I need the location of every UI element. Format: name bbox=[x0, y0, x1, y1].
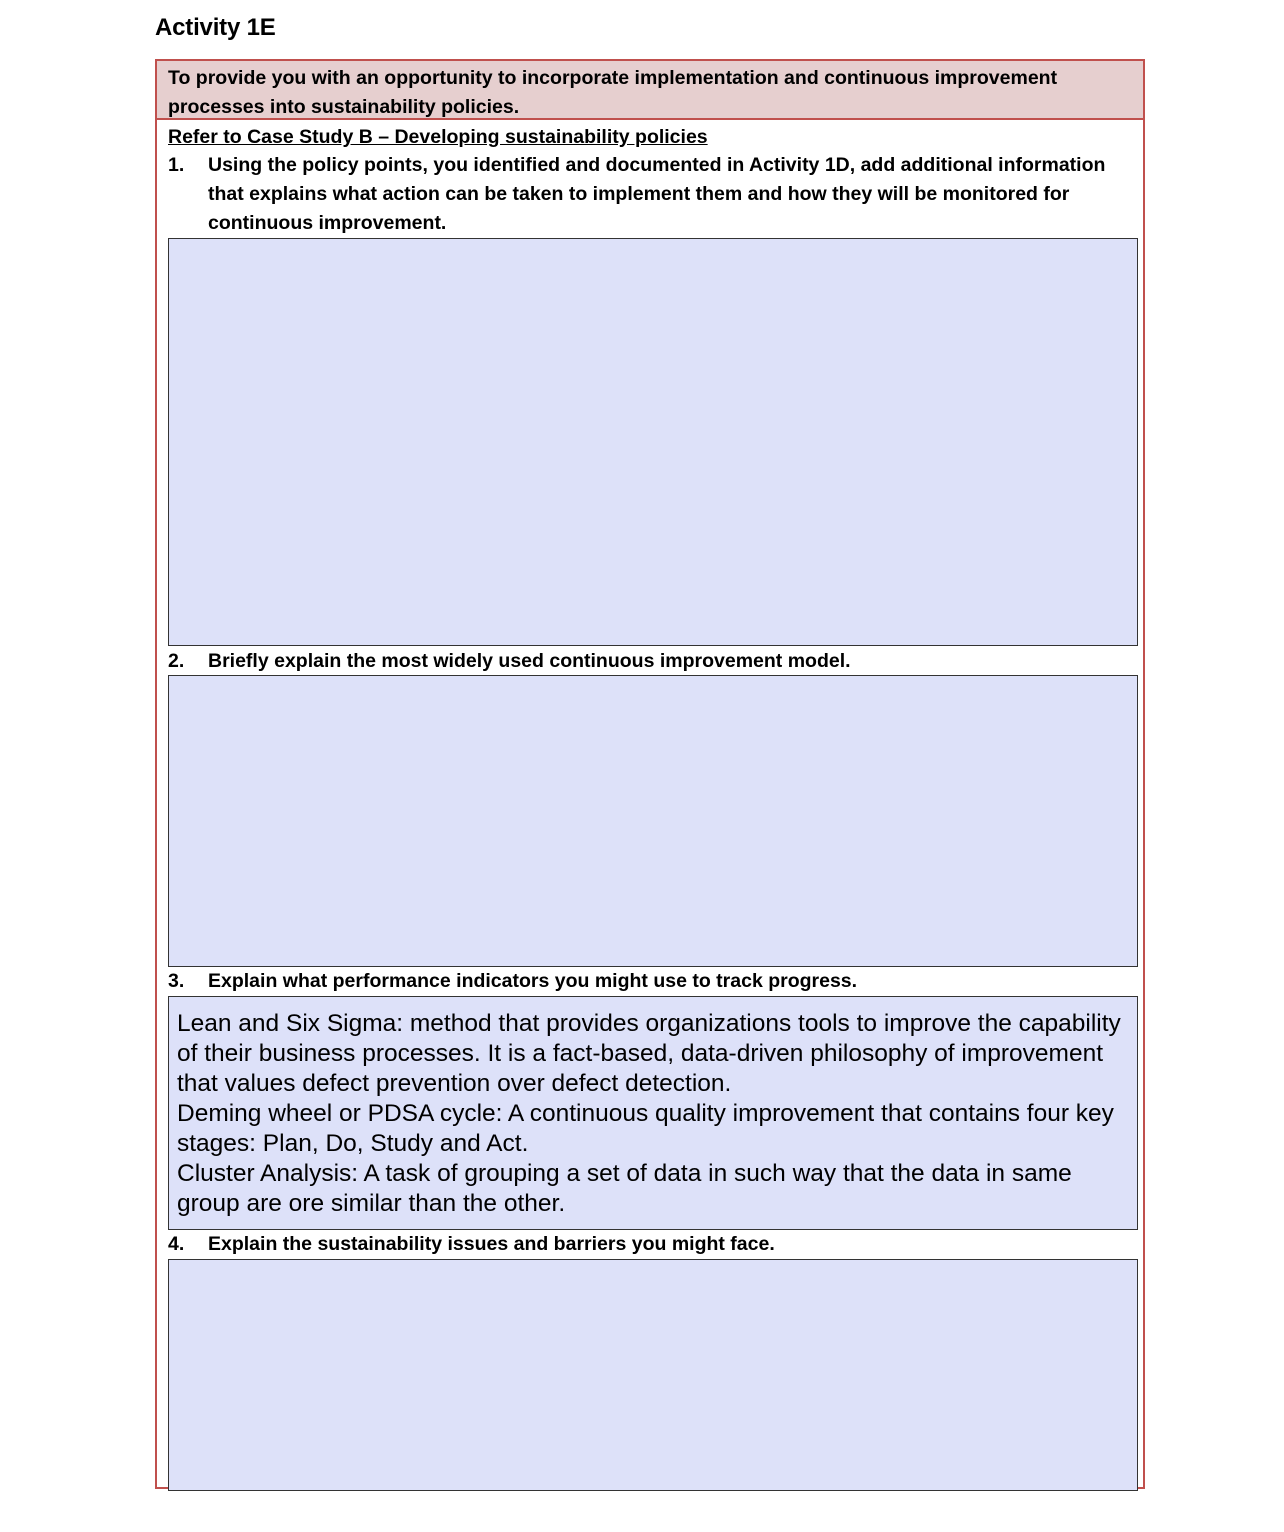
question-3 bbox=[168, 967, 1128, 996]
question-1 bbox=[168, 151, 1128, 238]
answer-field-4[interactable] bbox=[168, 1259, 1138, 1491]
answer-3-paragraph: Deming wheel or PDSA cycle: A continuous quality improvement that contains four key stages: Plan, Do, Study and Act. bbox=[177, 1100, 1114, 1157]
purpose-statement: To provide you with an opportunity to incorporate implementation and continuous improvement processes into sustainability policies. bbox=[157, 61, 1143, 120]
answer-3-paragraph: Lean and Six Sigma: method that provides organizations tools to improve the capability of their business processes. It is a fact-based, data-driven philosophy of improvement that values defect prevention over defect detection. bbox=[177, 1010, 1121, 1097]
question-2-text: Briefly explain the most widely used continuous improvement model. bbox=[208, 650, 851, 672]
question-4 bbox=[168, 1230, 1128, 1259]
question-1-text: Using the policy points, you identified and documented in Activity 1D, add additional information that explains what action can be taken to implement them and how they will be monitored for continuous improvement. bbox=[208, 154, 1106, 234]
question-2 bbox=[168, 647, 1128, 676]
answer-field-3[interactable] bbox=[168, 996, 1138, 1230]
question-3-text: Explain what performance indicators you might use to track progress. bbox=[208, 970, 858, 992]
answer-field-2[interactable] bbox=[168, 675, 1138, 967]
question-2-number: 2. bbox=[168, 650, 185, 672]
question-3-number: 3. bbox=[168, 970, 185, 992]
activity-table bbox=[155, 59, 1145, 1489]
answer-field-1[interactable] bbox=[168, 238, 1138, 646]
answer-3-content bbox=[169, 997, 1137, 1219]
activity-title: Activity 1E bbox=[155, 14, 276, 41]
answer-3-paragraph: Cluster Analysis: A task of grouping a set of data in such way that the data in same group are ore similar than the other. bbox=[177, 1160, 1072, 1217]
case-study-reference: Refer to Case Study B – Developing sustainability policies bbox=[168, 126, 708, 148]
question-4-number: 4. bbox=[168, 1233, 185, 1255]
question-4-text: Explain the sustainability issues and barriers you might face. bbox=[208, 1233, 775, 1255]
question-1-number: 1. bbox=[168, 154, 185, 176]
